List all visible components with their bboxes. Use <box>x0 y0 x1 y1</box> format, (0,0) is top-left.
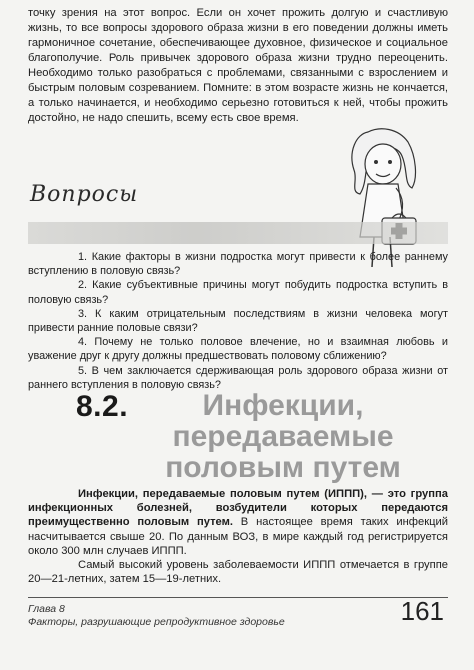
page-number: 161 <box>400 596 444 626</box>
intro-paragraph <box>28 6 448 126</box>
question-item: 3. К каким отрицательным последствиям в жизни человека могут привести ранние половые связи? <box>28 307 448 335</box>
definition-rest: В настоящее время таких инфекций насчитывается свыше 20. По данным ВОЗ, в мире каждый год регистрируется около 300 млн случаев ИППП. <box>28 516 448 557</box>
footer-divider <box>28 597 448 598</box>
section-header <box>62 389 442 484</box>
questions-list <box>28 250 448 392</box>
body-paragraph-1 <box>28 487 448 558</box>
question-item: 1. Какие факторы в жизни подростка могут привести к более раннему вступлению в половую связь? <box>28 251 448 278</box>
body-paragraph-2: Самый высокий уровень заболеваемости ИППП отмечается в группе 20—21-летних, затем 15—19-летних. <box>28 559 448 586</box>
questions-heading: Вопросы <box>30 182 139 207</box>
section-title: Инфекции, передаваемые половым путем <box>165 389 401 484</box>
definition-bold: Инфекции, передаваемые половым путем (ИППП), — это группа инфекционных болезней, возбудители которых передаются преимущественно половым путем. <box>28 488 448 529</box>
section-number: 8.2. <box>76 390 129 423</box>
intro-text: точку зрения на этот вопрос. Если он хочет прожить долгую и счастливую жизнь, то все вопросы здорового образа жизни в его поведении должны иметь гармоничное сочетание, обеспечивающее духовное, физическое и социальное благополучие. Роль привычек здорового образа жизни трудно переоценить. Необходимо только разобраться с проблемами, связанными с взрослением и быстрым половым созреванием. Помните: в этом возрасте жизнь не кончается, а только начинается, и необходимо серьезно готовиться к ней, чтобы прожить достойно, не надо спешить, всему есть свое время. <box>28 7 448 124</box>
questions-banner <box>28 222 448 244</box>
section-body <box>28 487 448 586</box>
chapter-label: Глава 8 <box>28 603 65 615</box>
question-item: 5. В чем заключается сдерживающая роль здорового образа жизни от раннего вступления в половую связь? <box>28 364 448 391</box>
question-item: 2. Какие субъективные причины могут побудить подростка вступить в половую связь? <box>28 279 448 306</box>
running-footer <box>28 603 285 629</box>
question-item: 4. Почему не только половое влечение, но и взаимная любовь и уважение друг к другу должны предшествовать половому сближению? <box>28 336 448 363</box>
chapter-title: Факторы, разрушающие репродуктивное здоровье <box>28 616 285 628</box>
